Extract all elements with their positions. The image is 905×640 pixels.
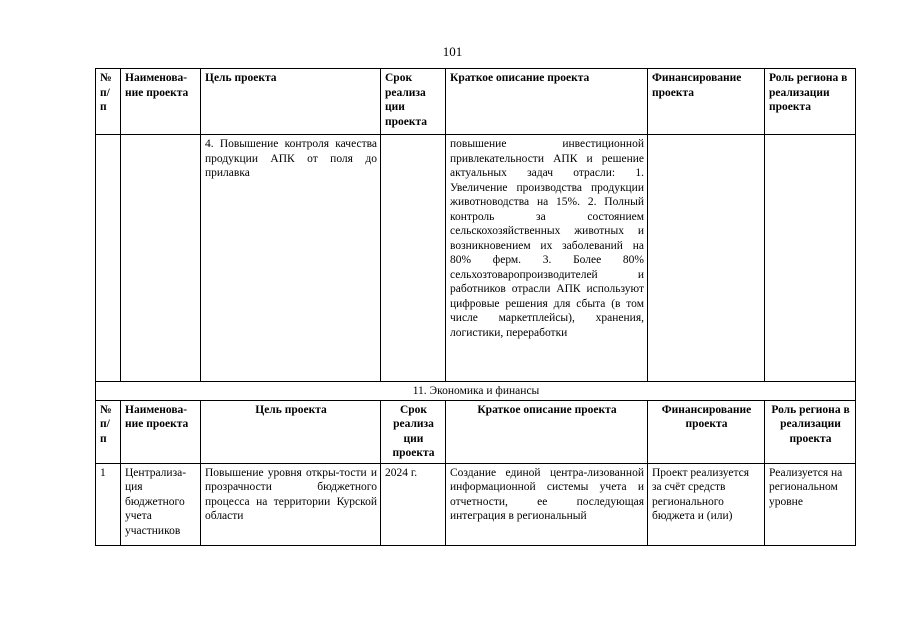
- cell-num: [96, 135, 121, 382]
- cell-term: [381, 135, 446, 382]
- header-name: Наименова-ние проекта: [121, 69, 201, 135]
- cell-role: Реализуется на региональном уровне: [765, 463, 856, 545]
- cell-fin: Проект реализуется за счёт средств регионального бюджета и (или): [648, 463, 765, 545]
- header-name: Наименова-ние проекта: [121, 400, 201, 463]
- cell-desc: Создание единой центра-лизованной информационной системы учета и отчетности, ее последующая интеграция в региональный: [446, 463, 648, 545]
- table-row: [96, 463, 856, 545]
- projects-table: [95, 68, 856, 546]
- header-term: Срок реализа ции проекта: [381, 69, 446, 135]
- header-term: Срок реализа ции проекта: [381, 400, 446, 463]
- cell-num: 1: [96, 463, 121, 545]
- header-desc: Краткое описание проекта: [446, 400, 648, 463]
- cell-term: 2024 г.: [381, 463, 446, 545]
- table-header-row-repeat: [96, 400, 856, 463]
- cell-fin: [648, 135, 765, 382]
- cell-goal: Повышение уровня откры-тости и прозрачности бюджетного процесса на территории Курской области: [201, 463, 381, 545]
- header-desc: Краткое описание проекта: [446, 69, 648, 135]
- header-goal: Цель проекта: [201, 400, 381, 463]
- header-num: № п/ п: [96, 400, 121, 463]
- cell-role: [765, 135, 856, 382]
- header-fin: Финансирование проекта: [648, 400, 765, 463]
- cell-name: [121, 135, 201, 382]
- header-role: Роль региона в реализации проекта: [765, 69, 856, 135]
- header-goal: Цель проекта: [201, 69, 381, 135]
- table-row: [96, 135, 856, 382]
- table-header-row: [96, 69, 856, 135]
- header-num: № п/ п: [96, 69, 121, 135]
- section-row: [96, 382, 856, 401]
- cell-name: Централиза-ция бюджетного учета участников: [121, 463, 201, 545]
- header-fin: Финансирование проекта: [648, 69, 765, 135]
- cell-goal: 4. Повышение контроля качества продукции АПК от поля до прилавка: [201, 135, 381, 382]
- cell-desc: повышение инвестиционной привлекательности АПК и решение актуальных задач отрасли: 1. Увеличение производства продукции животноводства на 15%. 2. Полный контроль за состоянием сельскохозяйственных животных и возникновением их заболеваний на 80% ферм. 3. Более 80% сельхозтоваропроизводителей и работников отрасли АПК используют цифровые решения для сбыта (в том числе маркетплейсы), хранения, логистики, переработки: [446, 135, 648, 382]
- header-role: Роль региона в реализации проекта: [765, 400, 856, 463]
- section-title: 11. Экономика и финансы: [96, 382, 856, 401]
- page-number: 101: [442, 44, 463, 59]
